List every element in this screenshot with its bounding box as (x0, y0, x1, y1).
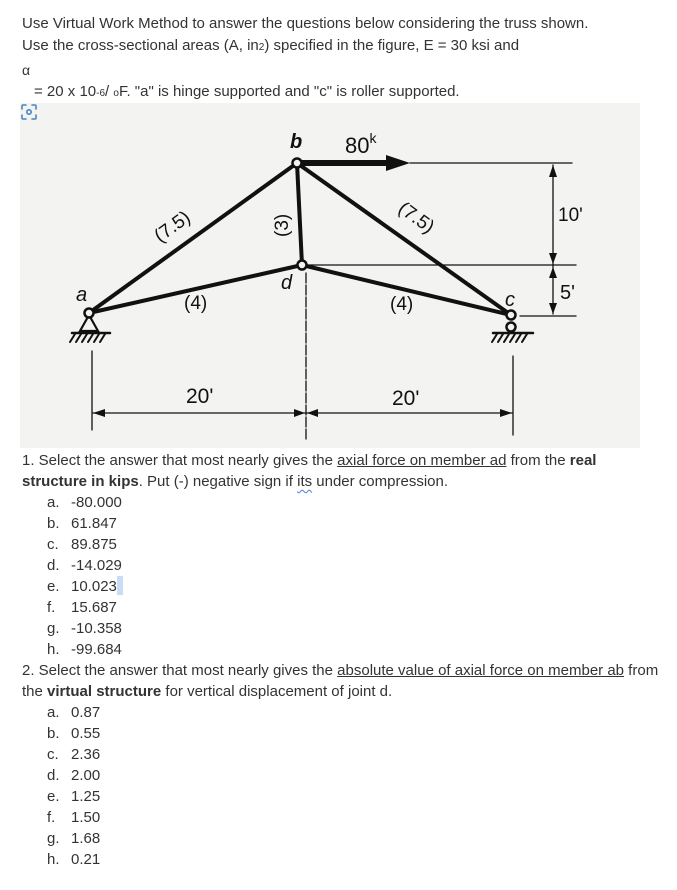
area-ad: (4) (184, 293, 208, 314)
option-letter: e. (47, 578, 60, 595)
option-value: 1.50 (71, 809, 101, 826)
option-letter: e. (47, 788, 60, 805)
option-letter: a. (47, 494, 60, 511)
exponent: -6 (96, 88, 106, 99)
q2-text-mid: from the (22, 662, 659, 700)
spellcheck-word[interactable]: its (297, 473, 313, 490)
alpha-value: = 20 x 10 (34, 83, 97, 100)
question-1 (22, 450, 662, 492)
option-value: 1.68 (71, 830, 101, 847)
area-dc: (4) (390, 294, 414, 315)
label-node-d: d (281, 272, 293, 294)
option-value: 10.023 (71, 578, 117, 595)
q2-option-d[interactable] (47, 765, 662, 786)
option-letter: d. (47, 767, 60, 784)
label-node-c: c (505, 289, 515, 311)
dim-left-span: 20' (186, 385, 214, 408)
option-letter: b. (47, 725, 60, 742)
option-value: 15.687 (71, 599, 117, 616)
intro-line-1: Use Virtual Work Method to answer the questions below considering the truss shown. (22, 15, 589, 32)
intro-line-2-tail: ) specified in the figure, E = 30 ksi and (264, 37, 520, 54)
option-value: 0.55 (71, 725, 101, 742)
degree-mark: o (113, 88, 119, 99)
truss-figure (20, 103, 640, 448)
q1-option-h[interactable] (47, 639, 662, 660)
q2-option-a[interactable] (47, 702, 662, 723)
question-2 (22, 660, 662, 702)
truss-diagram (20, 103, 640, 448)
problem-statement (22, 13, 662, 105)
option-value: 89.875 (71, 536, 117, 553)
member-bc (297, 163, 511, 315)
roller-support (507, 323, 516, 332)
dim-upper-height: 10' (558, 205, 583, 226)
option-value: 61.847 (71, 515, 117, 532)
area-unit-subscript: 2 (258, 42, 265, 53)
expand-image-icon[interactable] (20, 103, 38, 121)
member-bd (297, 163, 302, 265)
area-bc: (7.5) (394, 198, 439, 239)
support-description: F. "a" is hinge supported and "c" is roller supported. (118, 83, 460, 100)
arrow-head-icon (386, 155, 410, 171)
intro-line-2-text: Use the cross-sectional areas (A, in (22, 37, 259, 54)
option-value: 2.00 (71, 767, 101, 784)
q2-bold: virtual structure (47, 683, 162, 700)
load-value: 80$^k$ (345, 130, 377, 158)
q1-underlined: axial force on member ad (337, 452, 507, 469)
q2-text: 2. Select the answer that most nearly gives the (22, 662, 338, 679)
option-letter: d. (47, 557, 60, 574)
option-value: -10.358 (71, 620, 122, 637)
alpha-symbol: α (22, 62, 31, 78)
area-bd: (3) (272, 213, 293, 237)
option-letter: g. (47, 620, 60, 637)
q1-option-d[interactable] (47, 555, 662, 576)
q1-option-a[interactable] (47, 492, 662, 513)
intro-line-4 (22, 81, 662, 105)
q1-text: 1. Select the answer that most nearly gives the (22, 452, 338, 469)
q2-option-e[interactable] (47, 786, 662, 807)
option-value: 0.21 (71, 851, 101, 868)
option-letter: c. (47, 536, 59, 553)
option-value: 1.25 (71, 788, 101, 805)
q1-text-mid: from the (506, 452, 570, 469)
q2-option-b[interactable] (47, 723, 662, 744)
option-letter: f. (47, 599, 56, 616)
option-value: 2.36 (71, 746, 101, 763)
q1-option-g[interactable] (47, 618, 662, 639)
q2-option-c[interactable] (47, 744, 662, 765)
text-selection-highlight (117, 576, 123, 595)
label-node-b: b (290, 131, 303, 153)
dim-right-span: 20' (392, 387, 420, 410)
option-letter: b. (47, 515, 60, 532)
option-value: -99.684 (71, 641, 122, 658)
label-node-a: a (76, 284, 88, 306)
q1-bold: real structure in kips (22, 452, 597, 490)
q1-options (22, 492, 662, 660)
option-value: -80.000 (71, 494, 122, 511)
q1-option-f[interactable] (47, 597, 662, 618)
joint-b (293, 159, 302, 168)
q2-option-g[interactable] (47, 828, 662, 849)
joint-c (507, 311, 516, 320)
intro-line-2 (22, 35, 662, 59)
q1-option-c[interactable] (47, 534, 662, 555)
option-letter: f. (47, 809, 56, 826)
joint-a (85, 309, 94, 318)
q2-option-f[interactable] (47, 807, 662, 828)
q1-option-e[interactable] (47, 576, 662, 597)
option-letter: c. (47, 746, 59, 763)
dim-lower-height: 5' (560, 282, 575, 304)
q2-text-end: for vertical displacement of joint d. (161, 683, 393, 700)
questions (22, 450, 662, 870)
area-ab: (7.5) (150, 207, 195, 248)
option-value: -14.029 (71, 557, 122, 574)
slash: / (105, 83, 114, 100)
option-letter: a. (47, 704, 60, 721)
q1-text-post: . Put (-) negative sign if (138, 473, 298, 490)
q2-options (22, 702, 662, 870)
joint-d (298, 261, 307, 270)
option-letter: h. (47, 851, 60, 868)
option-letter: g. (47, 830, 60, 847)
q2-underlined: absolute value of axial force on member ab (337, 662, 625, 679)
option-value: 0.87 (71, 704, 101, 721)
q1-option-b[interactable] (47, 513, 662, 534)
option-letter: h. (47, 641, 60, 658)
q2-option-h[interactable] (47, 849, 662, 870)
q1-text-end: under compression. (312, 473, 449, 490)
